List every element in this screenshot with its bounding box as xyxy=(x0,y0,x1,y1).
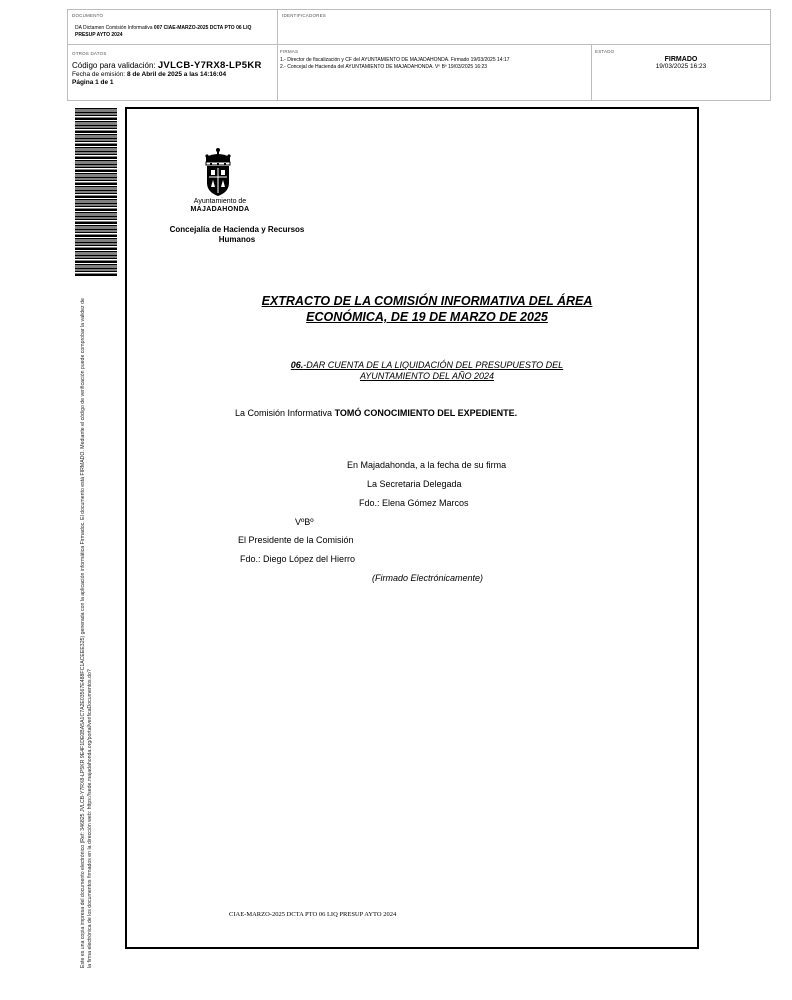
emission-date: Fecha de emisión: 8 de Abril de 2025 a las 14:16:04 xyxy=(72,71,227,78)
documento-label: DOCUMENTO xyxy=(72,13,104,18)
estado-status: FIRMADO xyxy=(664,56,698,63)
document-title: EXTRACTO DE LA COMISIÓN INFORMATIVA DEL ÁREA ECONÓMICA, DE 19 DE MARZO DE 2025 xyxy=(261,294,593,324)
logo-line-1: Ayuntamiento de xyxy=(193,198,247,205)
firmas-cell xyxy=(278,45,592,100)
identificadores-cell xyxy=(278,10,770,45)
barcode xyxy=(75,108,117,276)
president-name: Fdo.: Diego López del Hierro xyxy=(240,554,356,564)
documento-cell xyxy=(68,10,278,45)
estado-label: ESTADO xyxy=(595,49,615,54)
documento-value: DA Dictamen Comisión Informativa 007 CIAE-MARZO-2025 DCTA PTO 06 LIQ PRESUP AYTO 2024 xyxy=(75,25,252,38)
estado-cell xyxy=(592,45,770,100)
firma-line: 1.- Director de fiscalización y CF del AYUNTAMIENTO DE MAJADAHONDA. Firmado 19/03/2025 14:17 xyxy=(280,57,510,63)
estado-date: 19/03/2025 16:23 xyxy=(655,63,707,70)
firmas-label: FIRMAS xyxy=(280,49,299,54)
resolution-text: La Comisión Informativa TOMÓ CONOCIMIENTO DEL EXPEDIENTE. xyxy=(235,408,518,418)
electronic-signature-note: (Firmado Electrónicamente) xyxy=(372,573,484,583)
agenda-item-number: 06. xyxy=(290,360,304,370)
logo-line-2: MAJADAHONDA xyxy=(190,206,250,213)
vobo: VºBº xyxy=(295,517,314,527)
identificadores-label: IDENTIFICADORES xyxy=(282,13,327,18)
secretary-role: La Secretaria Delegada xyxy=(367,479,462,489)
agenda-item xyxy=(257,360,597,382)
verification-side-note: Este es una copia impresa del documento electrónico (Ref: 346825 JVLCB-Y7RX8-LP5KR 9E4F1DE0BA5A1C7A2E03567E488FC1ACEEE325) generada con la aplicación informática Firmadoc. El documento está FIRMADO. Mediante el código de verificación puede comprobar la validez de la firma electrónica de los documentos firmados en la dirección web: https://sede.majadahonda.org/portal/verificaDocumentos.do? xyxy=(80,298,93,968)
otros-datos-label: OTROS DATOS xyxy=(72,51,107,56)
coat-of-arms-icon xyxy=(186,147,250,199)
document-footer: CIAE-MARZO-2025 DCTA PTO 06 LIQ PRESUP AYTO 2024 xyxy=(229,911,397,918)
president-role: El Presidente de la Comisión xyxy=(238,535,354,545)
validation-code: Código para validación: JVLCB-Y7RX8-LP5KR xyxy=(72,60,262,71)
agenda-item-text: -DAR CUENTA DE LA LIQUIDACIÓN DEL PRESUPUESTO DEL AYUNTAMIENTO DEL AÑO 2024 xyxy=(303,360,564,381)
page-count: Página 1 de 1 xyxy=(72,79,114,86)
document-metadata-table xyxy=(67,9,771,101)
secretary-name: Fdo.: Elena Gómez Marcos xyxy=(359,498,469,508)
department-name: Concejalía de Hacienda y Recursos Humanos xyxy=(169,225,305,244)
otros-datos-cell xyxy=(68,45,278,100)
document-page xyxy=(125,107,699,949)
place-date: En Majadahonda, a la fecha de su firma xyxy=(347,460,507,470)
firma-line: 2.- Concejal de Hacienda del AYUNTAMIENTO DE MAJADAHONDA. Vº Bº 19/03/2025 16:23 xyxy=(280,64,488,70)
